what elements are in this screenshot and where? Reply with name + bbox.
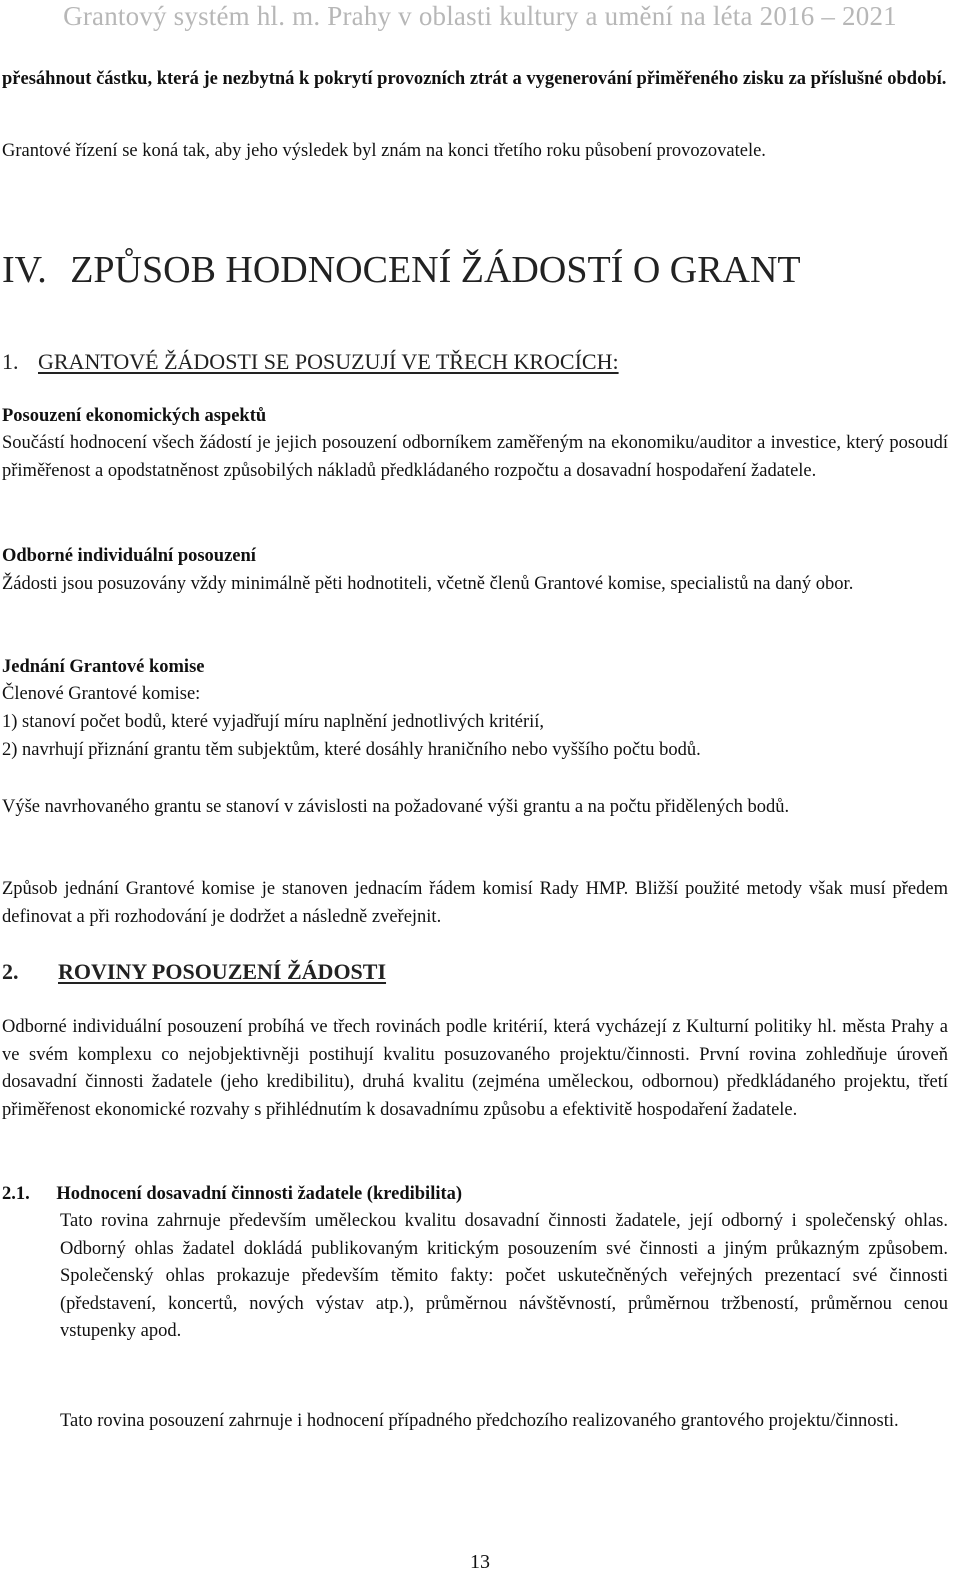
subsection-1-heading	[2, 348, 619, 376]
subsection-1-title: GRANTOVÉ ŽÁDOSTI SE POSUZUJÍ VE TŘECH KROCÍCH:	[38, 349, 619, 374]
subsection-2-number: 2.	[2, 959, 19, 984]
subsection-2-1-heading	[2, 1181, 948, 1209]
section-iv-heading	[2, 248, 801, 292]
step-1-heading: Posouzení ekonomických aspektů	[2, 406, 267, 426]
komise-paragraph-1: Výše navrhovaného grantu se stanoví v závislosti na požadované výši grantu a na počtu přidělených bodů.	[2, 797, 790, 817]
komise-heading: Jednání Grantové komise	[2, 657, 205, 677]
subsection-2-1-number: 2.1.	[2, 1184, 30, 1204]
subsection-2-text: Odborné individuální posouzení probíhá ve třech rovinách podle kritérií, která vycházejí z Kulturní politiky hl. města Prahy a ve svém komplexu co nejobjektivněji postihují kvalitu posuzovaného projektu/činnosti. První rovina zohledňuje úroveň dosavadní činnosti žadatele (jeho kredibilitu), druhá kvalitu (zejména uměleckou, odbornou) předkládaného projektu, třetí přiměřenost ekonomické rozvahy s přihlédnutím k dosavadnímu způsobu a efektivitě hospodaření žadatele.	[2, 1017, 948, 1120]
subsection-2-title: ROVINY POSOUZENÍ ŽÁDOSTI	[58, 959, 387, 984]
document-header: Grantový systém hl. m. Prahy v oblasti kultury a umění na léta 2016 – 2021	[63, 1, 897, 31]
subsection-1-number: 1.	[2, 349, 19, 374]
komise-lead: Členové Grantové komise:	[2, 684, 201, 704]
subsection-2-1-paragraph-1: Tato rovina zahrnuje především uměleckou kvalitu dosavadní činnosti žadatele, její odborný i společenský ohlas. Odborný ohlas žadatel dokládá publikovaným kritickým posouzením své činnosti a jiným průkazným způsobem. Společenský ohlas prokazuje především těmito fakty: počet uskutečněných veřejných prezentací své činnosti (představení, koncertů, nových výstav atp.), průměrnou návštěvností, průměrnou tržbeností, průměrnou cenou vstupenky apod.	[60, 1211, 948, 1341]
subsection-2-1-paragraph-2: Tato rovina posouzení zahrnuje i hodnocení případného předchozího realizovaného grantového projektu/činnosti.	[60, 1411, 899, 1431]
step-2-text: Žádosti jsou posuzovány vždy minimálně pěti hodnotiteli, včetně členů Grantové komise, specialistů na daný obor.	[2, 574, 854, 594]
page-number: 13	[470, 1551, 490, 1573]
section-iv-number: IV.	[2, 249, 47, 291]
section-iv-title: ZPŮSOB HODNOCENÍ ŽÁDOSTÍ O GRANT	[70, 249, 801, 291]
intro-paragraph: Grantové řízení se koná tak, aby jeho výsledek byl znám na konci třetího roku působení provozovatele.	[2, 141, 766, 161]
komise-item-1: 1) stanoví počet bodů, které vyjadřují míru naplnění jednotlivých kritérií,	[2, 712, 545, 732]
step-2-heading: Odborné individuální posouzení	[2, 546, 256, 566]
komise-paragraph-2: Způsob jednání Grantové komise je stanoven jednacím řádem komisí Rady HMP. Bližší použité metody však musí předem definovat a při rozhodování je dodržet a následně zveřejnit.	[2, 879, 948, 927]
komise-item-2: 2) navrhují přiznání grantu těm subjektům, které dosáhly hraničního nebo vyššího počtu bodů.	[2, 740, 701, 760]
step-1-text: Součástí hodnocení všech žádostí je jejich posouzení odborníkem zaměřeným na ekonomiku/auditor a investice, který posoudí přiměřenost a opodstatněnost způsobilých nákladů předkládaného rozpočtu a dosavadní hospodaření žadatele.	[2, 433, 948, 481]
subsection-2-1-title: Hodnocení dosavadní činnosti žadatele (kredibilita)	[56, 1184, 463, 1204]
intro-bold-paragraph: přesáhnout částku, která je nezbytná k pokrytí provozních ztrát a vygenerování přiměřeného zisku za příslušné období.	[2, 69, 947, 89]
subsection-2-heading	[2, 958, 386, 986]
